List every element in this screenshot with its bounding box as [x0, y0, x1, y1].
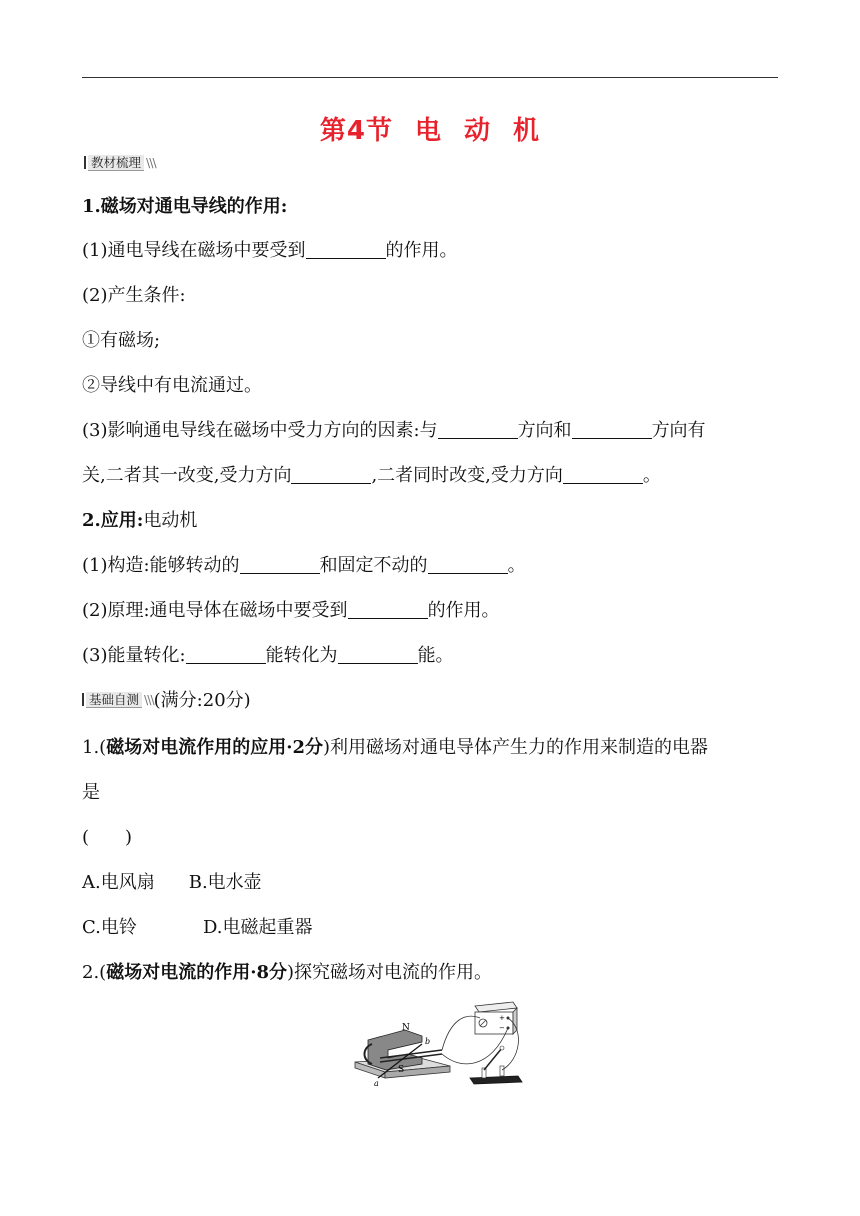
selftest-score: (满分:20分)	[153, 690, 251, 711]
experiment-figure	[350, 1000, 530, 1090]
section-tag-selftest: 基础自测 \\\	[82, 692, 154, 708]
s2-heading: 2.应用:电动机	[82, 510, 198, 531]
title-char-3: 机	[513, 116, 541, 146]
answer-blank[interactable]	[563, 465, 643, 484]
s2-p3: (3)能量转化: 能转化为 能。	[82, 645, 454, 666]
label-b: b	[425, 1037, 431, 1046]
s1-p2: (2)产生条件:	[82, 285, 186, 306]
answer-blank[interactable]	[306, 240, 386, 259]
q1-answer-paren[interactable]: ( )	[82, 827, 133, 848]
s1-p2-1: ①有磁场;	[82, 330, 161, 351]
answer-blank[interactable]	[240, 555, 320, 574]
answer-blank[interactable]	[291, 465, 371, 484]
s2-p1: (1)构造:能够转动的 和固定不动的 。	[82, 555, 526, 576]
answer-blank[interactable]	[186, 645, 266, 664]
switch-icon	[470, 1076, 522, 1084]
wire	[442, 1016, 480, 1050]
label-s: S	[398, 1065, 405, 1075]
answer-blank[interactable]	[438, 420, 518, 439]
option-d[interactable]: D.电磁起重器	[203, 917, 313, 938]
answer-blank[interactable]	[572, 420, 652, 439]
answer-blank[interactable]	[428, 555, 508, 574]
section-tag-textbook: 教材梳理 \\\	[84, 155, 156, 171]
option-a[interactable]: A.电风扇	[82, 872, 155, 893]
power-supply-icon	[475, 1012, 513, 1034]
q1-stem-cont: 是	[82, 782, 100, 803]
s1-heading: 1.磁场对通电导线的作用:	[82, 196, 288, 217]
title-section-number: 第4节	[319, 116, 394, 146]
q1-options-row-1	[82, 871, 782, 895]
title-char-2: 动	[464, 116, 492, 146]
s1-p3-cont: 关,二者其一改变,受力方向 ,二者同时改变,受力方向 。	[82, 465, 661, 486]
q1-stem: 1.(磁场对电流作用的应用·2分)利用磁场对通电导体产生力的作用来制造的电器	[82, 737, 709, 758]
answer-blank[interactable]	[348, 600, 428, 619]
svg-text:+: +	[499, 1014, 505, 1022]
s2-p2: (2)原理:通电导体在磁场中要受到 的作用。	[82, 600, 500, 621]
answer-blank[interactable]	[338, 645, 418, 664]
selftest-row	[82, 689, 782, 713]
page-title	[0, 110, 860, 147]
label-a: a	[374, 1079, 379, 1088]
q2-stem: 2.(磁场对电流的作用·8分)探究磁场对电流的作用。	[82, 962, 493, 983]
header-rule	[82, 77, 778, 78]
option-b[interactable]: B.电水壶	[188, 872, 262, 893]
svg-text:−: −	[499, 1024, 505, 1032]
label-n: N	[402, 1023, 410, 1033]
title-char-1: 电	[415, 116, 443, 146]
s1-p1: (1)通电导线在磁场中要受到 的作用。	[82, 240, 458, 261]
s1-p2-2: ②导线中有电流通过。	[82, 375, 262, 396]
s1-p3: (3)影响通电导线在磁场中受力方向的因素:与 方向和 方向有	[82, 420, 706, 441]
q1-options-row-2	[82, 916, 782, 940]
option-c[interactable]: C.电铃	[82, 917, 137, 938]
